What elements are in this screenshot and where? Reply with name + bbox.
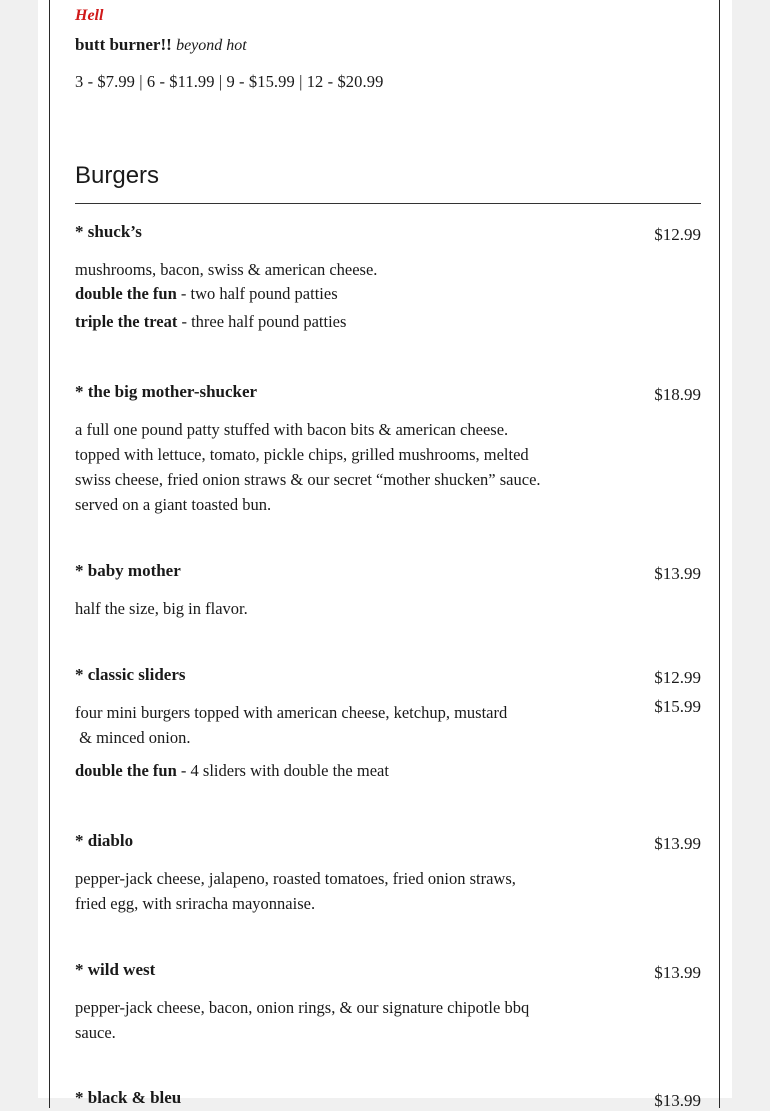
menu-item-name: * classic sliders <box>75 665 186 684</box>
desc-line: swiss cheese, fried onion straws & our secret “mother shucken” sauce. <box>75 470 541 489</box>
desc-line: pepper-jack cheese, bacon, onion rings, & our signature chipotle bbq <box>75 998 530 1017</box>
desc-line: a full one pound patty stuffed with bacon bits & american cheese. <box>75 420 509 439</box>
heat-level-label: Hell <box>75 7 104 24</box>
desc-line: topped with lettuce, tomato, pickle chips, grilled mushrooms, melted <box>75 445 529 464</box>
menu-item-desc <box>75 700 507 750</box>
menu-item-price: $13.99 <box>654 834 701 853</box>
menu-item-price: $13.99 <box>654 564 701 583</box>
menu-item-name: * diablo <box>75 831 134 850</box>
hell-item-note: beyond hot <box>176 37 247 54</box>
menu-item-desc: mushrooms, bacon, swiss & american cheese. <box>75 260 378 279</box>
menu-item-option <box>75 284 338 304</box>
menu-item-price: $13.99 <box>654 963 701 982</box>
option-desc: - 4 sliders with double the meat <box>176 761 389 780</box>
menu-item-desc <box>75 417 541 517</box>
desc-line: sauce. <box>75 1023 116 1042</box>
menu-item-desc <box>75 866 516 916</box>
menu-item-desc <box>75 995 529 1045</box>
hell-prices: 3 - $7.99 | 6 - $11.99 | 9 - $15.99 | 12 - $20.99 <box>75 72 384 91</box>
menu-item-price: $12.99 <box>654 225 701 244</box>
menu-item-price: $12.99 <box>654 668 701 687</box>
menu-item-name: * shuck’s <box>75 222 142 241</box>
menu-item-price: $18.99 <box>654 385 701 404</box>
menu-item-desc: half the size, big in flavor. <box>75 599 248 618</box>
section-title: Burgers <box>75 162 160 189</box>
desc-line: & minced onion. <box>75 728 191 747</box>
menu-item-name: * baby mother <box>75 561 181 580</box>
option-name: double the fun <box>75 284 177 303</box>
menu-item-price-alt: $15.99 <box>654 697 701 716</box>
desc-line: fried egg, with sriracha mayonnaise. <box>75 894 316 913</box>
hell-item-name: butt burner!! <box>75 35 172 54</box>
menu-item-price: $13.99 <box>654 1091 701 1110</box>
section-divider <box>75 203 701 204</box>
desc-line: pepper-jack cheese, jalapeno, roasted tomatoes, fried onion straws, <box>75 869 516 888</box>
menu-item-name: * wild west <box>75 960 156 979</box>
option-name: double the fun <box>75 761 177 780</box>
desc-line: served on a giant toasted bun. <box>75 495 272 514</box>
menu-item-name: * black & bleu <box>75 1088 182 1107</box>
desc-line: four mini burgers topped with american cheese, ketchup, mustard <box>75 703 508 722</box>
option-name: triple the treat <box>75 312 178 331</box>
menu-item-option <box>75 312 346 332</box>
menu-item-name: * the big mother-shucker <box>75 382 258 401</box>
option-desc: - three half pound patties <box>177 312 347 331</box>
menu-item-option <box>75 761 389 781</box>
hell-item <box>75 35 247 55</box>
option-desc: - two half pound patties <box>176 284 338 303</box>
